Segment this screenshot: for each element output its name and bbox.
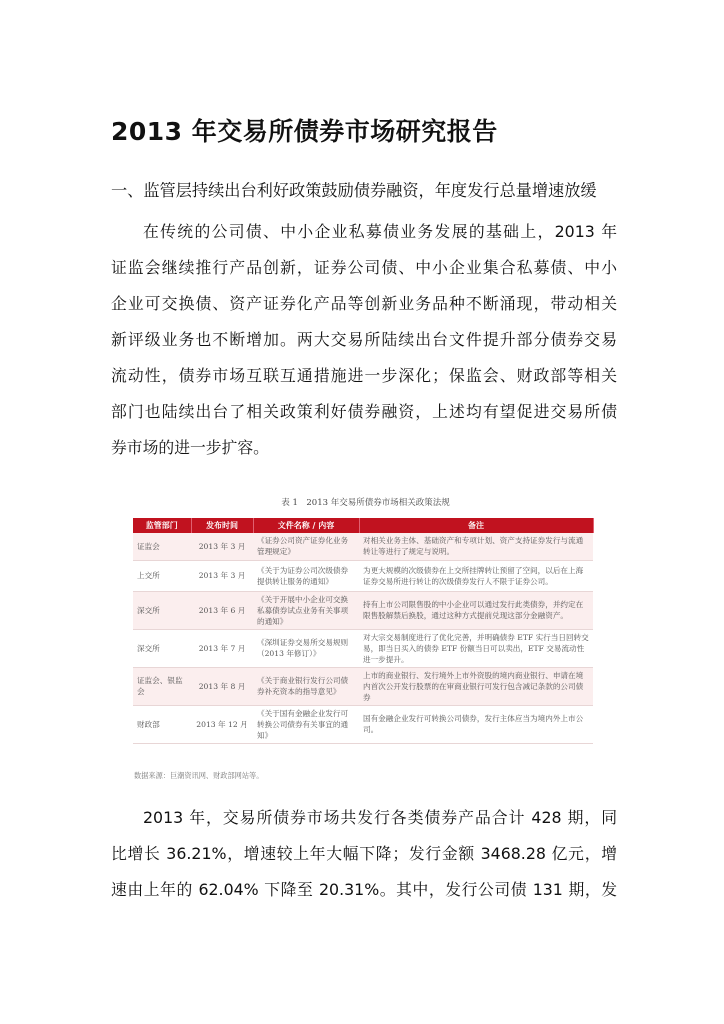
paragraph-line: 企业可交换债、资产证券化产品等创新业务品种不断涌现，带动相关 [111,294,617,313]
paragraph-line: 证监会继续推行产品创新，证券公司债、中小企业集合私募债、中小 [111,258,617,277]
table-row [133,705,593,743]
note-cell: 持有上市公司限售股的中小企业可以通过发行此类债券，并约定在限售股解禁后换股，通过这种方式提前兑现这部分金融资产。 [359,591,593,629]
date-cell: 2013 年 12 月 [191,705,253,743]
paragraph-issuance [111,800,617,908]
doc-cell: 《深圳证券交易所交易规则（2013 年修订）》 [253,629,359,667]
table-row [133,533,593,560]
policy-table [133,518,594,744]
note-cell: 国有金融企业发行可转换公司债券，发行主体应当为境内外上市公司。 [359,705,593,743]
note-cell: 为更大规模的次级债券在上交所挂牌转让预留了空间，以后在上海证券交易所进行转让的次级债券发行人不限于证券公司。 [359,560,593,591]
table-caption: 表 1 2013 年交易所债券市场相关政策法规 [281,498,450,508]
doc-cell: 《关于国有金融企业发行可转换公司债券有关事宜的通知》 [253,705,359,743]
table-row [133,560,593,591]
paragraph-line: 速由上年的 62.04% 下降至 20.31%。其中，发行公司债 131 期，发 [111,880,617,899]
date-cell: 2013 年 7 月 [191,629,253,667]
dept-cell: 证监会 [133,533,191,560]
paragraph-line: 比增长 36.21%，增速较上年大幅下降；发行金额 3468.28 亿元，增 [111,844,617,863]
note-cell: 对大宗交易制度进行了优化完善，并明确债券 ETF 实行当日回转交易，即当日买入的债券 ETF 份额当日可以卖出，ETF 交易流动性进一步提升。 [359,629,593,667]
dept-cell: 深交所 [133,591,191,629]
table-row [133,667,593,705]
table-header-cell: 发布时间 [191,518,253,533]
doc-cell: 《关于为证券公司次级债券提供转让服务的通知》 [253,560,359,591]
dept-cell: 上交所 [133,560,191,591]
table-header-cell: 备注 [359,518,593,533]
table-row [133,591,593,629]
paragraph-line: 在传统的公司债、中小企业私募债业务发展的基础上，2013 年 [143,222,617,241]
table-header-cell: 文件名称 / 内容 [253,518,359,533]
doc-cell: 《关于开展中小企业可交换私募债券试点业务有关事项的通知》 [253,591,359,629]
date-cell: 2013 年 6 月 [191,591,253,629]
section-heading: 一、监管层持续出台利好政策鼓励债券融资，年度发行总量增速放缓 [111,181,597,200]
dept-cell: 深交所 [133,629,191,667]
date-cell: 2013 年 3 月 [191,560,253,591]
date-cell: 2013 年 8 月 [191,667,253,705]
doc-cell: 《关于商业银行发行公司债券补充资本的指导意见》 [253,667,359,705]
dept-cell: 证监会、银监会 [133,667,191,705]
paragraph-line: 券市场的进一步扩容。 [111,438,269,457]
paragraph-intro [111,214,617,466]
table-source-note: 数据来源：巨潮资讯网、财政部网站等。 [134,771,264,780]
table-header-row [133,518,593,533]
table-header-cell: 监管部门 [133,518,191,533]
date-cell: 2013 年 3 月 [191,533,253,560]
doc-cell: 《证券公司资产证券化业务管理规定》 [253,533,359,560]
paragraph-line: 流动性，债券市场互联互通措施进一步深化；保监会、财政部等相关 [111,366,617,385]
note-cell: 上市的商业银行、发行境外上市外资股的境内商业银行、申请在境内首次公开发行股票的在审商业银行可发行包含减记条款的公司债券 [359,667,593,705]
paragraph-line: 2013 年，交易所债券市场共发行各类债券产品合计 428 期，同 [143,808,617,827]
dept-cell: 财政部 [133,705,191,743]
table-row [133,629,593,667]
document-title: 2013 年交易所债券市场研究报告 [111,117,498,146]
note-cell: 对相关业务主体、基础资产和专项计划、资产支持证券发行与流通转让等进行了规定与说明。 [359,533,593,560]
paragraph-line: 新评级业务也不断增加。两大交易所陆续出台文件提升部分债券交易 [111,330,617,349]
paragraph-line: 部门也陆续出台了相关政策利好债券融资，上述均有望促进交易所债 [111,402,617,421]
